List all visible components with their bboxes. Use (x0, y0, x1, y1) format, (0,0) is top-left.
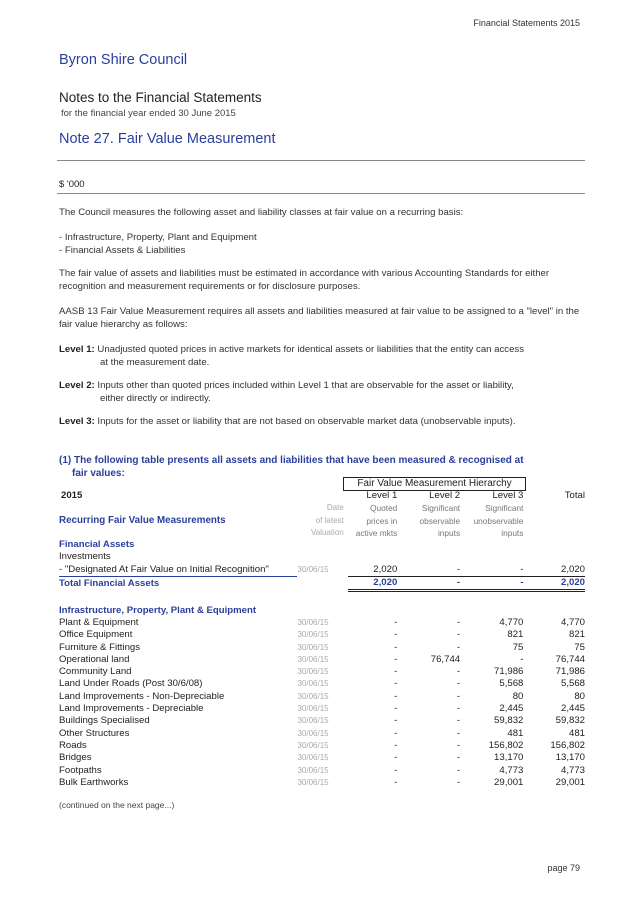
row-level-3: 71,986 (494, 666, 524, 678)
continued-note: (continued on the next page...) (59, 800, 175, 810)
subhdr-date: of latest (315, 515, 344, 525)
row-label: Land Under Roads (Post 30/6/08) (59, 678, 203, 690)
subhdr-l1: prices in (366, 515, 398, 526)
asset-class-list (59, 231, 585, 257)
ippe-rows (59, 617, 585, 789)
table-row (59, 629, 585, 641)
row-level-3: 4,773 (499, 764, 524, 776)
row-level-2: - (456, 727, 461, 739)
subhdr-l3: unobservable (473, 515, 524, 526)
total-total: 2,020 (523, 577, 585, 591)
row-level-1: - (394, 752, 398, 764)
row-date: 30/06/15 (297, 654, 329, 664)
subhdr-date: Date (326, 503, 344, 513)
table-row (59, 564, 585, 577)
row-level-3: 821 (507, 629, 524, 641)
subhdr-l3: inputs (501, 527, 524, 538)
row-label: Operational land (59, 653, 130, 665)
row-level-2: - (456, 752, 461, 764)
row-label: Roads (59, 739, 87, 751)
row-label: Bulk Earthworks (59, 776, 129, 788)
row-date: 30/06/15 (297, 679, 329, 689)
level-2-definition (59, 379, 585, 405)
row-total: 59,832 (555, 715, 585, 727)
col-level-1: Level 1 (366, 490, 398, 501)
level-3-text: Inputs for the asset or liability that are not based on observable market data (unobservable inputs). (97, 416, 516, 427)
total-level-2: - (397, 577, 460, 591)
row-level-1: - (394, 727, 398, 739)
table-row (59, 666, 585, 678)
row-date: 30/06/15 (297, 642, 329, 652)
total-row (59, 577, 585, 591)
unit-label: $ '000 (59, 179, 85, 190)
row-level-1: - (394, 715, 398, 727)
row-level-1: - (394, 629, 398, 641)
subhdr-l2: observable (419, 515, 461, 526)
level-3-definition (59, 415, 585, 428)
row-label: Footpaths (59, 764, 102, 776)
asset-class-item: - Infrastructure, Property, Plant and Equipment (59, 232, 257, 243)
subhdr-date: Valuation (310, 527, 344, 537)
row-total: 4,773 (560, 764, 585, 776)
row-date: 30/06/15 (297, 753, 329, 763)
row-level-1: - (394, 666, 398, 678)
row-level-3: 5,568 (499, 678, 524, 690)
row-level-2: - (456, 715, 461, 727)
row-level-2: - (456, 616, 461, 628)
row-date: 30/06/15 (297, 704, 329, 714)
running-header: Financial Statements 2015 (473, 18, 580, 28)
year-label: 2015 (61, 490, 83, 501)
row-date: 30/06/15 (297, 691, 329, 701)
row-total: 75 (574, 641, 585, 653)
level-1-text: Unadjusted quoted prices in active markets for identical assets or liabilities that the entity can access (97, 344, 525, 355)
row-total: 2,445 (560, 703, 585, 715)
row-level-1: - (394, 776, 398, 788)
row-level-3: 80 (512, 690, 524, 702)
row-level-1: 2,020 (373, 563, 398, 575)
page-number: page 79 (547, 863, 580, 873)
unit-rule (57, 193, 585, 194)
row-date: 30/06/15 (297, 765, 329, 775)
row-label: Other Structures (59, 727, 130, 739)
financial-assets-heading: Financial Assets (59, 539, 135, 551)
row-level-2: - (456, 678, 461, 690)
subhdr-l1: Quoted (370, 503, 398, 514)
table-subheader-row (59, 502, 585, 514)
level-2-label: Level 2: (59, 380, 95, 391)
row-level-2: 76,744 (430, 653, 461, 665)
row-total: 2,020 (560, 563, 585, 575)
table-row (59, 642, 585, 654)
row-total: 80 (574, 690, 585, 702)
level-2-text: Inputs other than quoted prices included within Level 1 that are observable for the asset or liability, (97, 380, 514, 391)
table-row (59, 703, 585, 715)
notes-title: Notes to the Financial Statements (59, 90, 262, 105)
level-2-text-cont: either directly or indirectly. (100, 393, 211, 404)
col-level-2: Level 2 (429, 490, 461, 501)
row-total: 29,001 (555, 776, 585, 788)
subhdr-l3: Significant (485, 503, 524, 514)
row-total: 71,986 (555, 666, 585, 678)
row-total: 13,170 (555, 752, 585, 764)
level-1-text-cont: at the measurement date. (100, 357, 210, 368)
council-name: Byron Shire Council (59, 52, 188, 68)
table-header-row (59, 490, 585, 502)
row-level-1: - (394, 739, 398, 751)
row-level-3: 2,445 (499, 703, 524, 715)
row-level-2: - (456, 703, 461, 715)
total-label: Total Financial Assets (59, 577, 297, 591)
table-subheader-row (59, 515, 585, 527)
section-heading-row (59, 605, 585, 617)
row-level-2: - (456, 641, 461, 653)
row-level-1: - (394, 690, 398, 702)
row-level-3: 29,001 (494, 776, 524, 788)
table-row (59, 752, 585, 764)
asset-class-item: - Financial Assets & Liabilities (59, 245, 186, 256)
table-subheader-row (59, 527, 585, 539)
row-level-2: - (456, 739, 461, 751)
row-level-2: - (456, 690, 461, 702)
total-level-1: 2,020 (348, 577, 398, 591)
table-row (59, 678, 585, 690)
row-level-2: - (456, 666, 461, 678)
row-total: 481 (568, 727, 585, 739)
table-row (59, 654, 585, 666)
table-row (59, 777, 585, 789)
row-level-3: 75 (512, 641, 524, 653)
row-level-3: 13,170 (494, 752, 524, 764)
row-date: 30/06/15 (297, 630, 329, 640)
notes-subtitle: for the financial year ended 30 June 2015 (61, 108, 236, 119)
table-row (59, 715, 585, 727)
heading-rule (57, 160, 585, 161)
row-date: 30/06/15 (297, 565, 329, 575)
row-label: Bridges (59, 752, 92, 764)
recurring-label: Recurring Fair Value Measurements (59, 514, 226, 526)
intro-paragraph: The Council measures the following asset and liability classes at fair value on a recurring basis: (59, 207, 464, 218)
row-label: Plant & Equipment (59, 616, 139, 628)
row-level-1: - (394, 703, 398, 715)
row-level-2: - (456, 629, 461, 641)
fair-value-hierarchy-title: Fair Value Measurement Hierarchy (357, 478, 512, 489)
table-row (59, 728, 585, 740)
row-date: 30/06/15 (297, 740, 329, 750)
row-total: 821 (568, 629, 585, 641)
investments-label: Investments (59, 551, 111, 563)
total-level-3: - (460, 577, 523, 591)
section-1-heading-line: fair values: (72, 468, 125, 479)
row-label: - "Designated At Fair Value on Initial Recognition" (59, 563, 269, 575)
col-level-3: Level 3 (492, 490, 524, 501)
table-row (59, 617, 585, 629)
ippe-heading: Infrastructure, Property, Plant & Equipment (59, 604, 257, 616)
row-date: 30/06/15 (297, 728, 329, 738)
row-level-1: - (394, 653, 398, 665)
table-row (59, 691, 585, 703)
row-date: 30/06/15 (297, 777, 329, 787)
row-level-1: - (394, 641, 398, 653)
aasb-paragraph: AASB 13 Fair Value Measurement requires all assets and liabilities measured at fair value to be assigned to a "level" in the fair value hierarchy as follows: (59, 306, 580, 330)
row-total: 4,770 (560, 616, 585, 628)
row-date: 30/06/15 (297, 716, 329, 726)
section-1-heading-line: (1) The following table presents all assets and liabilities that have been measured & recognised at (59, 455, 524, 466)
level-1-label: Level 1: (59, 344, 95, 355)
row-date: 30/06/15 (297, 667, 329, 677)
row-level-3: - (520, 563, 524, 575)
fair-value-table (59, 490, 585, 789)
subhdr-l2: inputs (437, 527, 461, 538)
row-level-3: 59,832 (494, 715, 524, 727)
row-total: 76,744 (555, 653, 585, 665)
row-total: 156,802 (550, 739, 585, 751)
section-heading-row (59, 539, 585, 551)
row-level-3: 156,802 (488, 739, 524, 751)
fair-value-hierarchy-box (343, 477, 526, 491)
estimate-paragraph: The fair value of assets and liabilities must be estimated in accordance with various Accounting Standards for either recognition and measurement requirements or for disclosure purposes. (59, 268, 550, 292)
row-level-1: - (394, 616, 398, 628)
row-total: 5,568 (560, 678, 585, 690)
row-level-3: 481 (507, 727, 524, 739)
table-row (59, 740, 585, 752)
row-label: Land Improvements - Depreciable (59, 703, 204, 715)
level-3-label: Level 3: (59, 416, 95, 427)
row-level-1: - (394, 764, 398, 776)
row-level-2: - (456, 776, 461, 788)
row-label: Community Land (59, 666, 132, 678)
row-level-2: - (456, 764, 461, 776)
table-row (59, 551, 585, 563)
subhdr-l2: Significant (421, 503, 461, 514)
row-label: Land Improvements - Non-Depreciable (59, 690, 225, 702)
note-heading: Note 27. Fair Value Measurement (59, 131, 276, 147)
row-level-1: - (394, 678, 398, 690)
row-level-3: - (520, 653, 524, 665)
row-label: Office Equipment (59, 629, 133, 641)
table-row (59, 765, 585, 777)
col-total: Total (564, 490, 585, 501)
row-date: 30/06/15 (297, 617, 329, 627)
row-label: Furniture & Fittings (59, 641, 141, 653)
level-1-definition (59, 343, 585, 369)
subhdr-l1: active mkts (355, 527, 398, 538)
row-level-3: 4,770 (499, 616, 524, 628)
row-label: Buildings Specialised (59, 715, 150, 727)
row-level-2: - (456, 563, 461, 575)
